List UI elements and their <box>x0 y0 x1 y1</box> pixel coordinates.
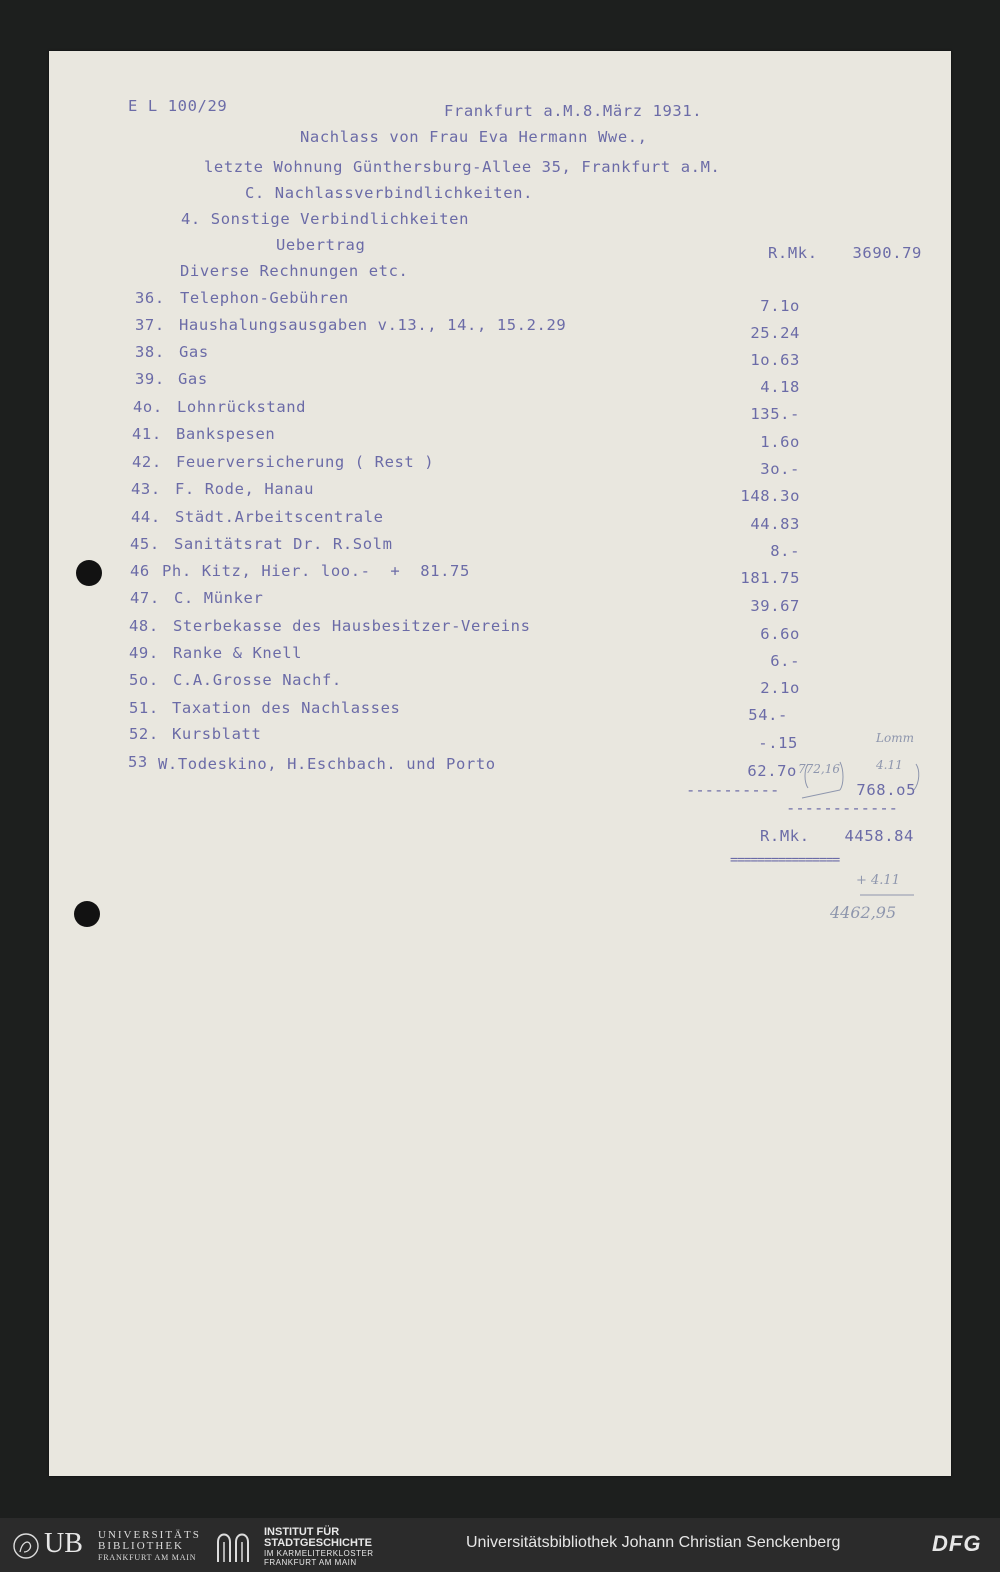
punch-hole <box>74 901 100 927</box>
isg-line-3: IM KARMELITERKLOSTER <box>264 1549 374 1558</box>
item-amount: 1o.63 <box>750 351 800 369</box>
handwritten-total: 4462,95 <box>830 903 897 922</box>
item-description: Städt.Arbeitscentrale <box>175 508 384 526</box>
item-amount: 2.1o <box>760 679 800 697</box>
file-reference: E L 100/29 <box>128 97 228 115</box>
item-amount: 148.3o <box>740 487 800 505</box>
item-number: 48. <box>129 617 159 635</box>
item-description: Gas <box>178 370 208 388</box>
item-description: C. Münker <box>174 589 264 607</box>
library-name: Universitätsbibliothek Johann Christian Senckenberg <box>466 1534 841 1551</box>
ub-line-3: FRANKFURT AM MAIN <box>98 1553 197 1562</box>
ub-name <box>98 1530 201 1563</box>
isg-logo-icon <box>214 1528 254 1564</box>
isg-name <box>264 1527 374 1567</box>
ub-line-2: BIBLIOTHEK <box>98 1540 184 1552</box>
dfg-logo: DFG <box>932 1531 982 1556</box>
item-amount: 135.- <box>750 405 800 423</box>
item-description: Haushalungsausgaben v.13., 14., 15.2.29 <box>179 316 567 334</box>
item-number: 52. <box>129 725 159 743</box>
item-amount: 1.6o <box>760 433 800 451</box>
item-description: Taxation des Nachlasses <box>172 699 401 717</box>
item-number: 49. <box>129 644 159 662</box>
item-amount: 62.7o <box>747 762 797 780</box>
item-amount: 39.67 <box>750 597 800 615</box>
isg-line-4: FRANKFURT AM MAIN <box>264 1558 357 1567</box>
total-amount: 4458.84 <box>844 827 914 845</box>
item-amount: 6.- <box>770 652 800 670</box>
footer-bar <box>0 1518 1000 1572</box>
carryover-label: Uebertrag <box>276 236 366 254</box>
misc-label: Diverse Rechnungen etc. <box>180 262 409 280</box>
item-number: 41. <box>132 425 162 443</box>
item-description: W.Todeskino, H.Eschbach. und Porto <box>158 755 496 773</box>
item-number: 46 <box>130 562 150 580</box>
place-date: Frankfurt a.M.8.März 1931. <box>444 102 703 120</box>
item-description: Bankspesen <box>176 425 276 443</box>
ub-letters: UB <box>44 1528 83 1559</box>
carryover-currency: R.Mk. <box>768 244 818 262</box>
item-description: Telephon-Gebühren <box>180 289 349 307</box>
item-number: 37. <box>135 316 165 334</box>
item-amount: -.15 <box>758 734 798 752</box>
item-amount: 7.1o <box>760 297 800 315</box>
item-number: 47. <box>130 589 160 607</box>
handwritten-note: 4.11 <box>876 758 903 772</box>
item-description: Ph. Kitz, Hier. loo.- + 81.75 <box>162 562 470 580</box>
pencil-marks <box>800 760 930 800</box>
handwritten-note: Lomm <box>876 731 914 745</box>
ub-line-1: UNIVERSITÄTS <box>98 1529 201 1541</box>
item-description: Ranke & Knell <box>173 644 303 662</box>
item-description: Sterbekasse des Hausbesitzer-Vereins <box>173 617 531 635</box>
punch-hole <box>76 560 102 586</box>
item-description: C.A.Grosse Nachf. <box>173 671 342 689</box>
item-number: 36. <box>135 289 165 307</box>
item-description: Feuerversicherung ( Rest ) <box>176 453 435 471</box>
item-number: 45. <box>130 535 160 553</box>
total-currency: R.Mk. <box>760 827 810 845</box>
item-amount: 3o.- <box>760 460 800 478</box>
item-number: 5o. <box>129 671 159 689</box>
address-line: letzte Wohnung Günthersburg-Allee 35, Frankfurt a.M. <box>204 158 721 176</box>
item-number: 43. <box>131 480 161 498</box>
rule-short: ---------- <box>686 781 780 799</box>
double-rule: ================ <box>730 853 840 868</box>
item-number: 39. <box>135 370 165 388</box>
isg-line-1: INSTITUT FÜR <box>264 1526 340 1538</box>
item-amount: 6.6o <box>760 625 800 643</box>
item-amount: 8.- <box>770 542 800 560</box>
item-number: 4o. <box>133 398 163 416</box>
handwritten-note: + 4.11 <box>856 873 900 888</box>
item-amount: 44.83 <box>750 515 800 533</box>
item-amount: 54.- <box>748 706 788 724</box>
item-number: 44. <box>131 508 161 526</box>
estate-line: Nachlass von Frau Eva Hermann Wwe., <box>300 128 648 146</box>
item-amount: 4.18 <box>760 378 800 396</box>
item-number: 38. <box>135 343 165 361</box>
item-number: 42. <box>132 453 162 471</box>
rule-long: ------------ <box>786 799 898 817</box>
carryover-amount: 3690.79 <box>852 244 922 262</box>
item-amount: 181.75 <box>740 569 800 587</box>
item-number: 51. <box>129 699 159 717</box>
subsection-heading: 4. Sonstige Verbindlichkeiten <box>181 210 470 228</box>
handwritten-note: 772,16 <box>798 762 840 776</box>
item-amount: 25.24 <box>750 324 800 342</box>
item-description: Lohnrückstand <box>177 398 307 416</box>
item-description: Kursblatt <box>172 725 262 743</box>
section-heading: C. Nachlassverbindlichkeiten. <box>245 184 534 202</box>
item-description: Gas <box>179 343 209 361</box>
item-number: 53 <box>128 753 148 771</box>
item-description: Sanitätsrat Dr. R.Solm <box>174 535 393 553</box>
item-description: F. Rode, Hanau <box>175 480 315 498</box>
pencil-rule <box>858 892 918 898</box>
isg-line-2: STADTGESCHICHTE <box>264 1537 372 1549</box>
subtotal-amount: 768.o5 <box>856 781 916 799</box>
